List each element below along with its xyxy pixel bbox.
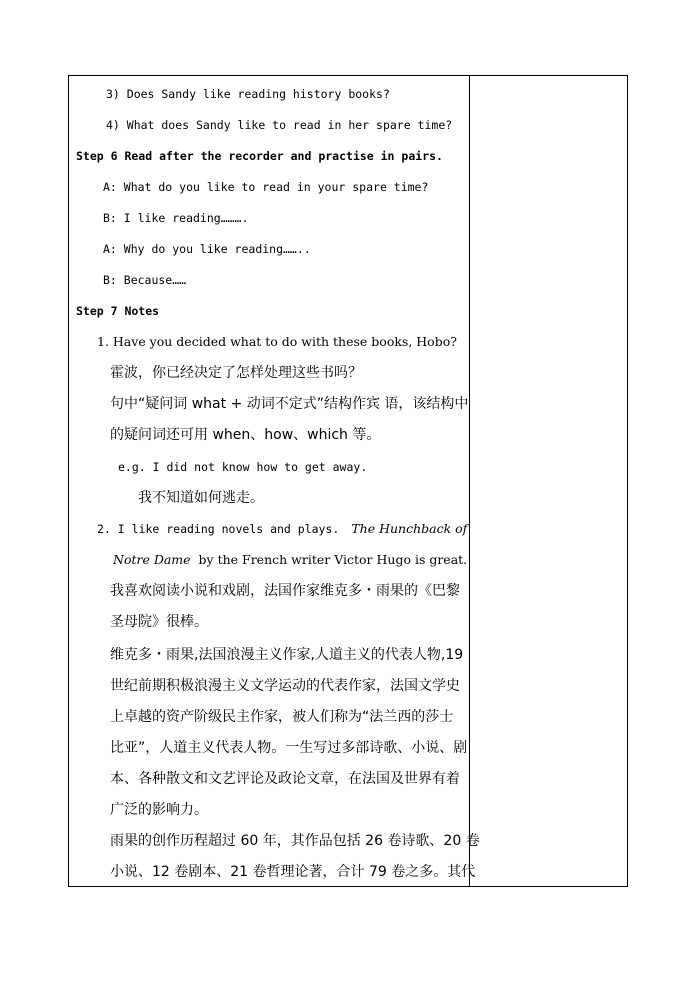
hugo-bio-line-4: 比亚”，人道主义代表人物。一生写过多部诗歌、小说、剧 — [110, 740, 468, 756]
note-1-sentence: 1. Have you decided what to do with these books, Hobo? — [97, 334, 457, 349]
note-2-sentence-start: 2. I like reading novels and plays. — [97, 522, 340, 536]
question-3: 3) Does Sandy like reading history books? — [106, 87, 390, 101]
lesson-table — [68, 75, 628, 887]
hugo-bio-line-2: 世纪前期积极浪漫主义文学运动的代表作家，法国文学史 — [110, 678, 460, 694]
dialogue-line-1: A: What do you like to read in your spare time? — [103, 180, 429, 194]
hugo-bio-line-6: 广泛的影响力。 — [110, 802, 208, 818]
note-1-example: e.g. I did not know how to get away. — [118, 460, 368, 474]
note-2-translation-1: 我喜欢阅读小说和戏剧，法国作家维克多・雨果的《巴黎 — [110, 583, 460, 599]
step-7-heading: Step 7 Notes — [76, 304, 160, 318]
note-2-sentence-end: by the French writer Victor Hugo is great. — [198, 552, 468, 567]
dialogue-line-2: B: I like reading………. — [103, 211, 249, 225]
hugo-bio-line-5: 本、各种散文和文艺评论及政论文章，在法国及世界有着 — [110, 771, 460, 787]
hugo-works-line-1: 雨果的创作历程超过 60 年，其作品包括 26 卷诗歌、20 卷 — [110, 833, 480, 849]
question-4: 4) What does Sandy like to read in her spare time? — [106, 118, 453, 132]
note-1-example-translation: 我不知道如何逃走。 — [138, 490, 264, 506]
book-title-part-2: Notre Dame — [113, 552, 191, 567]
hugo-bio-line-3: 上卓越的资产阶级民主作家，被人们称为“法兰西的莎士 — [110, 709, 454, 725]
note-2-translation-2: 圣母院》很棒。 — [110, 614, 208, 630]
note-2-sentence-line-1 — [97, 521, 467, 537]
note-1-explanation-2: 的疑问词还可用 when、how、which 等。 — [110, 427, 381, 443]
note-1-explanation-1: 句中“疑问词 what + 动词不定式”结构作宾 语，该结构中 — [110, 396, 469, 412]
hugo-bio-line-1: 维克多・雨果,法国浪漫主义作家,人道主义的代表人物,19 — [110, 647, 464, 663]
column-divider — [469, 76, 470, 886]
step-6-heading: Step 6 Read after the recorder and practise in pairs. — [76, 149, 443, 163]
note-2-sentence-line-2 — [113, 552, 467, 568]
note-1-translation: 霍波，你已经决定了怎样处理这些书吗？ — [110, 365, 362, 381]
book-title-part-1: The Hunchback of — [351, 521, 468, 536]
hugo-works-line-2: 小说、12 卷剧本、21 卷哲理论著，合计 79 卷之多。其代 — [110, 864, 476, 880]
dialogue-line-3: A: Why do you like reading…….. — [103, 242, 311, 256]
dialogue-line-4: B: Because…… — [103, 273, 187, 287]
